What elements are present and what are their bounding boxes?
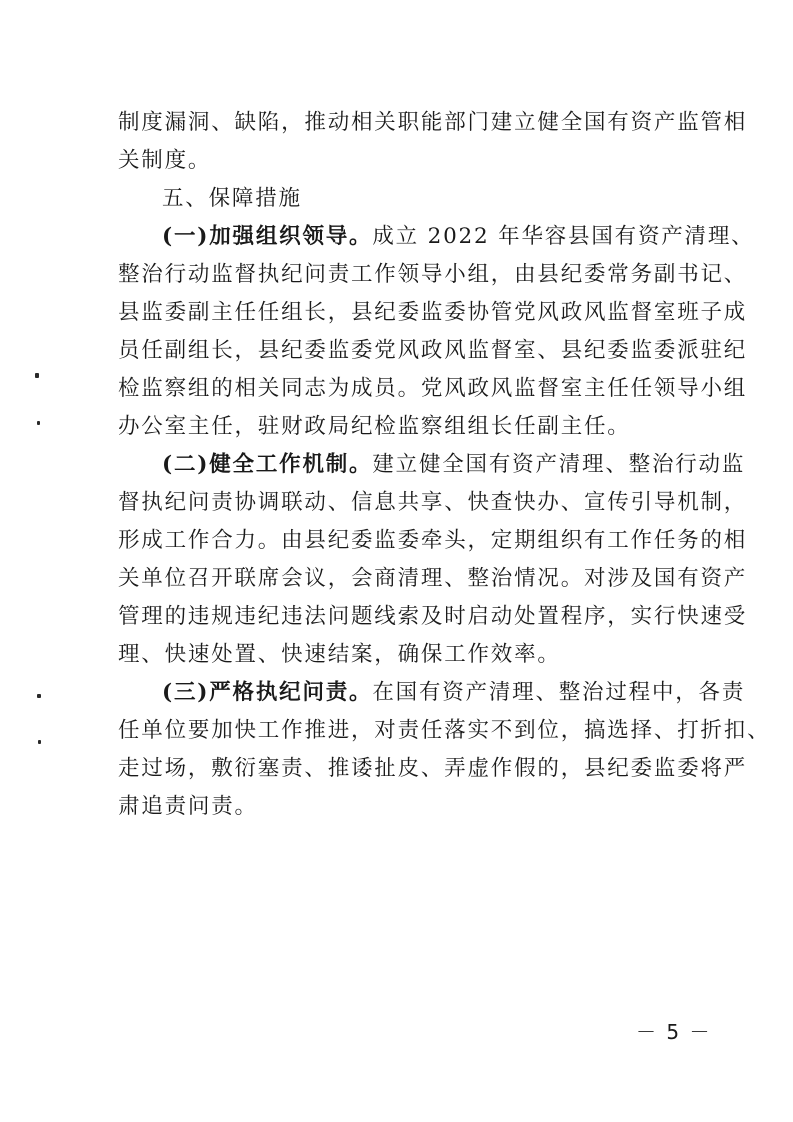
text-line: 制度漏洞、缺陷，推动相关职能部门建立健全国有资产监管相 — [118, 110, 748, 135]
text-line: 检监察组的相关同志为成员。党风政风监督室主任任领导小组 — [118, 376, 748, 401]
text-line: 走过场，敷衍塞责、推诿扯皮、弄虚作假的，县纪委监委将严 — [118, 756, 748, 781]
text-line: 肃追责问责。 — [118, 794, 258, 819]
measure-1-heading: (一)加强组织领导。 — [162, 224, 373, 249]
text-line: 管理的违规违纪违法问题线索及时启动处置程序，实行快速受 — [118, 604, 748, 629]
text-line: 员任副组长，县纪委监委党风政风监督室、县纪委监委派驻纪 — [118, 338, 748, 363]
text-line: 县监委副主任任组长，县纪委监委协管党风政风监督室班子成 — [118, 300, 748, 325]
scan-speck — [37, 694, 41, 698]
text-line: 任单位要加快工作推进，对责任落实不到位，搞选择、打折扣、 — [118, 718, 771, 743]
section-heading: 五、保障措施 — [162, 186, 302, 211]
measure-1-text: 成立 2022 年华容县国有资产清理、 — [372, 224, 755, 249]
measure-1-first-line — [162, 222, 755, 252]
text-line: 形成工作合力。由县纪委监委牵头，定期组织有工作任务的相 — [118, 528, 748, 553]
text-line: 整治行动监督执纪问责工作领导小组，由县纪委常务副书记、 — [118, 262, 748, 287]
measure-2-text: 建立健全国有资产清理、整治行动监 — [372, 452, 746, 477]
text-line: 督执纪问责协调联动、信息共享、快查快办、宣传引导机制， — [118, 490, 748, 515]
page-number: － 5 － — [636, 1020, 712, 1044]
scan-speck — [38, 740, 41, 744]
scan-speck — [35, 373, 39, 378]
measure-2-first-line — [162, 450, 746, 480]
text-line: 理、快速处置、快速结案，确保工作效率。 — [118, 642, 561, 667]
text-line: 办公室主任，驻财政局纪检监察组组长任副主任。 — [118, 414, 631, 439]
measure-2-heading: (二)健全工作机制。 — [162, 452, 373, 477]
text-line: 关单位召开联席会议，会商清理、整治情况。对涉及国有资产 — [118, 566, 748, 591]
measure-3-heading: (三)严格执纪问责。 — [162, 680, 373, 705]
measure-3-text: 在国有资产清理、整治过程中，各责 — [372, 680, 746, 705]
scan-speck — [37, 421, 40, 425]
measure-3-first-line — [162, 678, 746, 708]
text-line: 关制度。 — [118, 148, 212, 173]
